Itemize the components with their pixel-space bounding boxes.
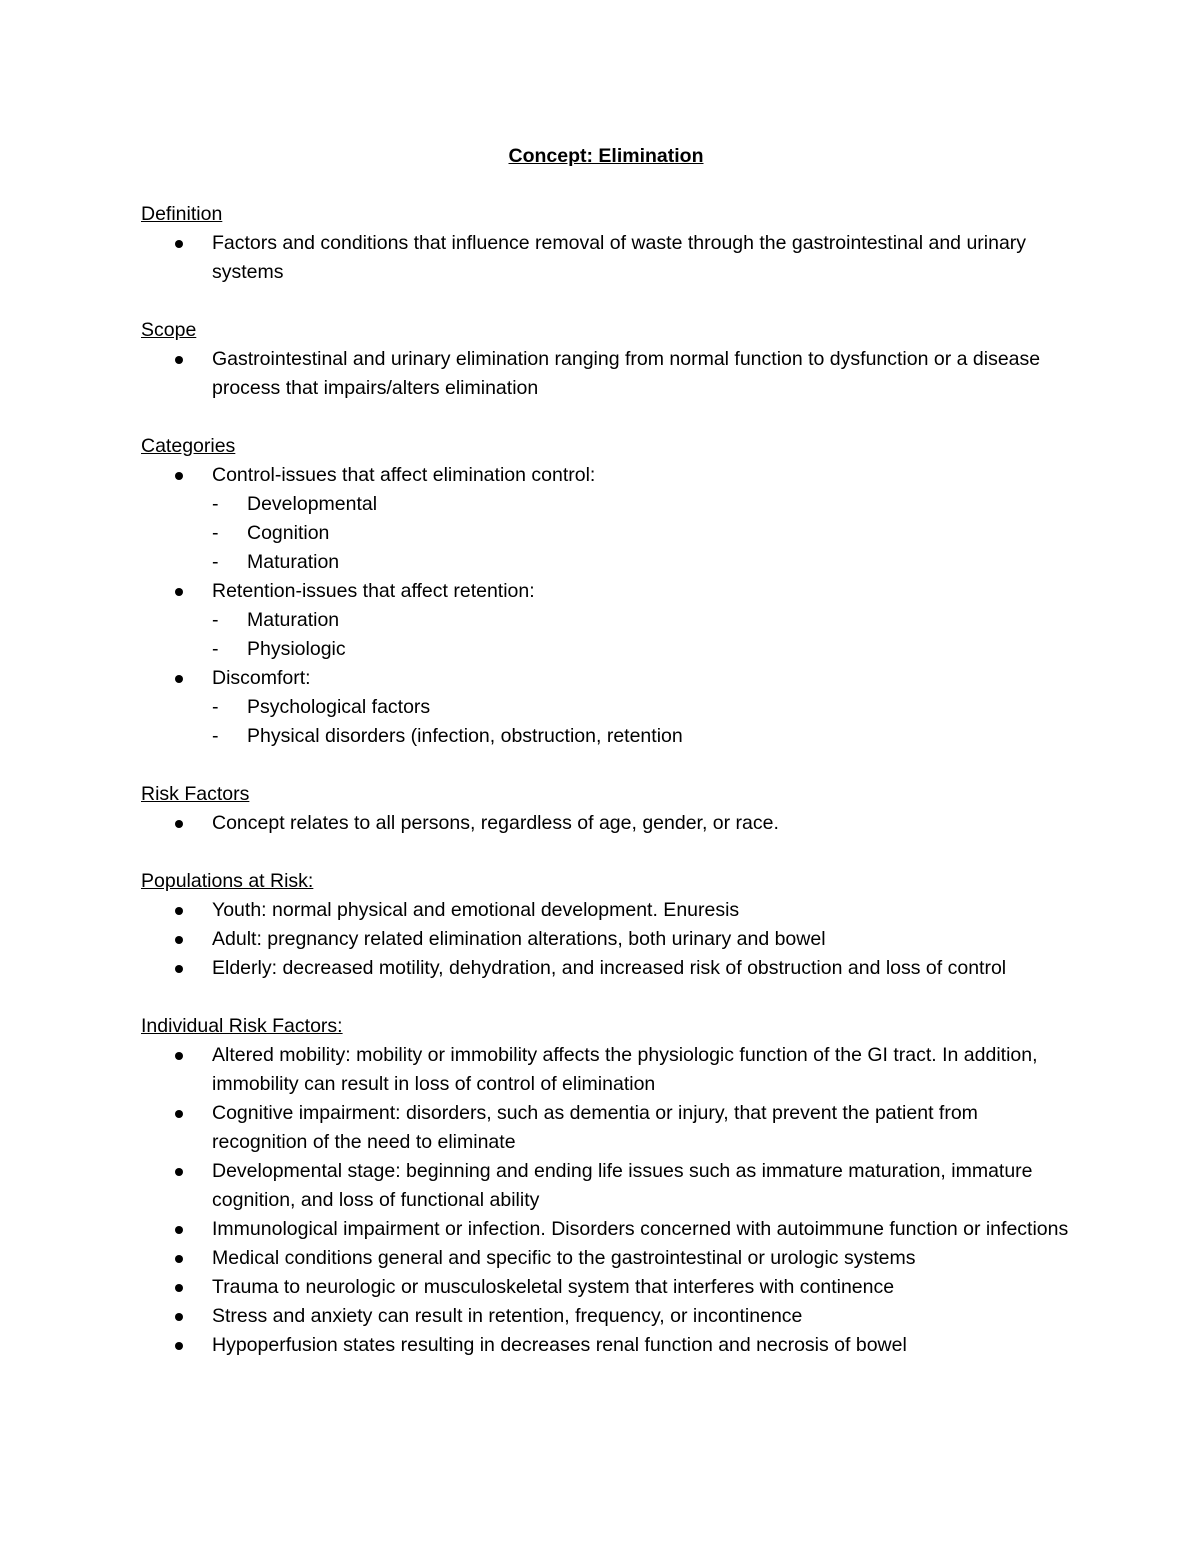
bullet-icon <box>175 820 183 828</box>
bullet-icon <box>175 1313 183 1321</box>
populations-heading: Populations at Risk: <box>141 870 314 892</box>
list-item: Cognitive impairment: disorders, such as dementia or injury, that prevent the patient from recognition of the need to eliminate <box>141 1099 1071 1157</box>
bullet-icon <box>175 1168 183 1176</box>
sub-list-item: - Developmental <box>212 490 1071 519</box>
document-content <box>141 142 1071 1360</box>
list-item: Concept relates to all persons, regardless of age, gender, or race. <box>141 809 1071 838</box>
dash-icon: - <box>212 493 219 515</box>
bullet-icon <box>175 1284 183 1292</box>
bullet-icon <box>175 907 183 915</box>
bullet-icon <box>175 472 183 480</box>
bullet-icon <box>175 1342 183 1350</box>
bullet-icon <box>175 675 183 683</box>
bullet-icon <box>175 936 183 944</box>
sub-list <box>212 606 1071 664</box>
bullet-icon <box>175 1226 183 1234</box>
list-item: Hypoperfusion states resulting in decreases renal function and necrosis of bowel <box>141 1331 1071 1360</box>
sub-list-item: - Cognition <box>212 519 1071 548</box>
bullet-icon <box>175 356 183 364</box>
bullet-icon <box>175 240 183 248</box>
list-item: Gastrointestinal and urinary elimination ranging from normal function to dysfunction or a disease process that impairs/alters elimination <box>141 345 1071 403</box>
sub-list-item: - Psychological factors <box>212 693 1071 722</box>
bullet-icon <box>175 588 183 596</box>
bullet-icon <box>175 1255 183 1263</box>
list-item: Retention-issues that affect retention: - Maturation - Physiologic <box>141 577 1071 664</box>
bullet-icon <box>175 1110 183 1118</box>
list-item: Elderly: decreased motility, dehydration, and increased risk of obstruction and loss of control <box>141 954 1071 983</box>
populations-list <box>141 896 1071 983</box>
sub-list-item: - Physical disorders (infection, obstruction, retention <box>212 722 1071 751</box>
list-item: Trauma to neurologic or musculoskeletal system that interferes with continence <box>141 1273 1071 1302</box>
dash-icon: - <box>212 638 219 660</box>
sub-list-item: - Physiologic <box>212 635 1071 664</box>
individual-risk-heading: Individual Risk Factors: <box>141 1015 343 1037</box>
definition-list <box>141 229 1071 287</box>
list-item: Factors and conditions that influence removal of waste through the gastrointestinal and urinary systems <box>141 229 1071 287</box>
scope-list <box>141 345 1071 403</box>
individual-risk-list <box>141 1041 1071 1360</box>
scope-heading: Scope <box>141 319 197 341</box>
dash-icon: - <box>212 696 219 718</box>
list-item: Youth: normal physical and emotional development. Enuresis <box>141 896 1071 925</box>
page-title: Concept: Elimination <box>508 145 704 167</box>
sub-list <box>212 490 1071 577</box>
dash-icon: - <box>212 551 219 573</box>
dash-icon: - <box>212 522 219 544</box>
list-item: Stress and anxiety can result in retention, frequency, or incontinence <box>141 1302 1071 1331</box>
bullet-icon <box>175 1052 183 1060</box>
list-item: Developmental stage: beginning and ending life issues such as immature maturation, immature cognition, and loss of functional ability <box>141 1157 1071 1215</box>
dash-icon: - <box>212 725 219 747</box>
list-item: Medical conditions general and specific to the gastrointestinal or urologic systems <box>141 1244 1071 1273</box>
categories-heading: Categories <box>141 435 236 457</box>
dash-icon: - <box>212 609 219 631</box>
list-item: Control-issues that affect elimination control: - Developmental - Cognition - Maturation <box>141 461 1071 577</box>
categories-list <box>141 461 1071 751</box>
list-item: Immunological impairment or infection. Disorders concerned with autoimmune function or infections <box>141 1215 1071 1244</box>
list-item: Discomfort: - Psychological factors - Physical disorders (infection, obstruction, retention <box>141 664 1071 751</box>
bullet-icon <box>175 965 183 973</box>
list-item: Adult: pregnancy related elimination alterations, both urinary and bowel <box>141 925 1071 954</box>
sub-list-item: - Maturation <box>212 606 1071 635</box>
sub-list <box>212 693 1071 751</box>
definition-heading: Definition <box>141 203 223 225</box>
list-item: Altered mobility: mobility or immobility affects the physiologic function of the GI tract. In addition, immobility can result in loss of control of elimination <box>141 1041 1071 1099</box>
sub-list-item: - Maturation <box>212 548 1071 577</box>
risk-factors-list <box>141 809 1071 838</box>
risk-factors-heading: Risk Factors <box>141 783 250 805</box>
